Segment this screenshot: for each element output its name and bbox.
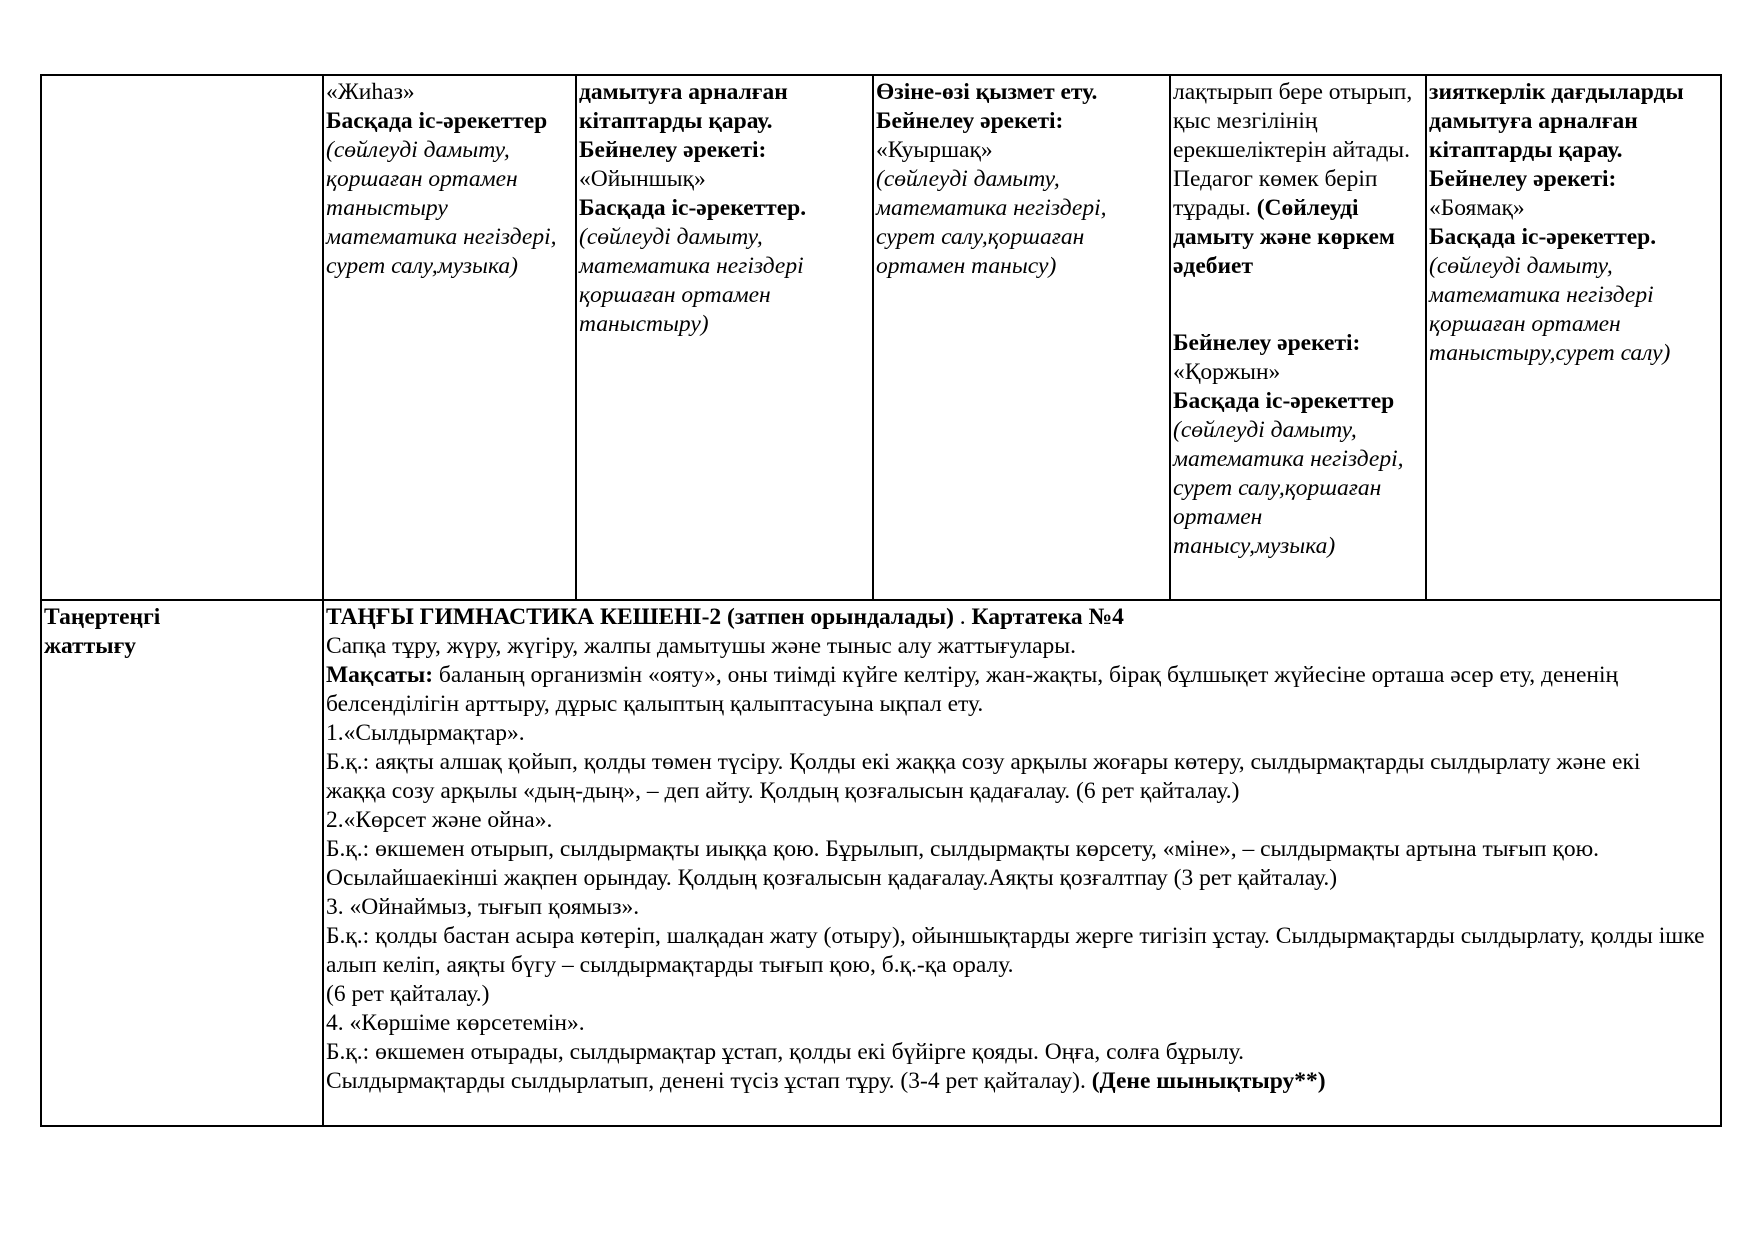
cell-text: «Куыршақ» — [876, 137, 993, 163]
cell-bold-text: Бейнелеу әрекеті: — [579, 137, 767, 163]
cell-bold-text: Басқада іс-әрекеттер — [326, 108, 548, 134]
row-label-cell — [41, 75, 323, 600]
day-cell-2 — [576, 75, 873, 600]
exercise-repeat: (6 рет қайталау.) — [326, 981, 490, 1007]
subject-note: (Дене шынықтыру**) — [1085, 1068, 1326, 1094]
gymnastics-title — [326, 603, 1718, 632]
table-row — [41, 600, 1721, 1126]
day-cell-3 — [873, 75, 1170, 600]
cell-bold-text: зияткерлік дағдыларды дамытуға арналған кітаптарды қарау. — [1429, 79, 1684, 163]
cell-bold-text: Бейнелеу әрекеті: — [1173, 330, 1361, 356]
cell-bold-text: (Сөйлеуді дамыту және көркем әдебиет — [1173, 195, 1395, 279]
exercise-text: жаққа созу арқылы «дың-дың», – деп айту. Қолдың қозғалысын қадағалау. (6 рет қайталау.) — [326, 778, 1240, 804]
title-bold: ТАҢҒЫ ГИМНАСТИКА КЕШЕНІ-2 (затпен орындалады) — [326, 604, 954, 630]
day-cell-1 — [323, 75, 576, 600]
cell-italic-text: (сөйлеуді дамыту, математика негіздері, сурет салу,қоршаған ортамен танысу,музыка) — [1173, 417, 1404, 559]
gymnastics-cell — [323, 600, 1721, 1126]
cell-bold-text: дамытуға арналған кітаптарды қарау. — [579, 79, 788, 134]
cell-text: лақтырып бере отырып, қыс мезгілінің ерекшеліктерін айтады. Педагог көмек беріп тұрады. — [1173, 79, 1413, 221]
spacer — [1173, 281, 1423, 329]
cell-italic-text: (сөйлеуді дамыту, математика негіздері қоршаған ортамен таныстыру,сурет салу) — [1429, 253, 1671, 366]
exercise-text-final — [326, 1067, 1718, 1096]
exercise-text: Б.қ.: аяқты алшақ қойып, қолды төмен түсіру. Қолды екі жаққа созу арқылы жоғары көтеру, сылдырмақтарды сылдырлату және екі — [326, 749, 1641, 775]
cell-bold-text: Басқада іс-әрекеттер — [1173, 388, 1395, 414]
cell-italic-text: (сөйлеуді дамыту, қоршаған ортамен таныстыру математика негіздері, сурет салу,музыка) — [326, 137, 557, 279]
day-cell-5 — [1426, 75, 1721, 600]
exercise-text: Б.қ.: өкшемен отырып, сылдырмақты иыққа қою. Бұрылып, сылдырмақты көрсету, «міне», – сылдырмақты артына тығып қою. Осылайшаекінші жақпен орындау. Қолдың қозғалысын қадағалау.Аяқты қозғалтпау (3 рет қайталау.) — [326, 836, 1600, 891]
cell-bold-text: Басқада іс-әрекеттер. — [1429, 224, 1657, 250]
row-label: жаттығу — [44, 633, 137, 659]
cell-italic-text: (сөйлеуді дамыту, математика негіздері қоршаған ортамен таныстыру) — [579, 224, 804, 337]
cell-italic-text: (сөйлеуді дамыту, математика негіздері, сурет салу,қоршаған ортамен танысу) — [876, 166, 1107, 279]
exercise-text: Б.қ.: өкшемен отырады, сылдырмақтар ұстап, қолды екі бүйірге қояды. Оңға, солға бұрылу. — [326, 1039, 1244, 1065]
cell-text: «Ойыншық» — [579, 166, 706, 192]
schedule-table — [40, 74, 1722, 1127]
cell-text: «Жиhаз» — [326, 79, 415, 105]
cell-bold-text: Басқада іс-әрекеттер. — [579, 195, 807, 221]
goal-paragraph — [326, 661, 1718, 719]
row-label-cell — [41, 600, 323, 1126]
cell-bold-text: Бейнелеу әрекеті: — [1429, 166, 1617, 192]
exercise-title: 2.«Көрсет және ойна». — [326, 807, 553, 833]
exercise-title: 1.«Сылдырмақтар». — [326, 720, 525, 746]
table-row — [41, 75, 1721, 600]
cell-bold-text: Өзіне-өзі қызмет ету. — [876, 79, 1098, 105]
exercise-text: Б.қ.: қолды бастан асыра көтеріп, шалқадан жату (отыру), ойыншықтарды жерге тигізіп ұстау. Сылдырмақтарды сылдырлату, қолды ішке алып келіп, аяқты бүгу – сылдырмақтарды тығып қою, б.қ.-қа оралу. — [326, 923, 1705, 978]
cell-text: «Қоржын» — [1173, 359, 1281, 385]
row-label: Таңертеңгі — [44, 604, 161, 630]
title-card: Картатека №4 — [971, 604, 1124, 630]
day-cell-4 — [1170, 75, 1426, 600]
cell-text: «Боямақ» — [1429, 195, 1525, 221]
intro-text: Сапқа тұру, жүру, жүгіру, жалпы дамытушы және тыныс алу жаттығулары. — [326, 633, 1076, 659]
goal-text: баланың организмін «ояту», оны тиімді күйге келтіру, жан-жақты, бірақ бұлшықет жүйесіне орташа әсер ету, дененің белсенділігін арттыру, дұрыс қалыптың қалыптасуына ықпал ету. — [326, 662, 1619, 717]
cell-bold-text: Бейнелеу әрекеті: — [876, 108, 1064, 134]
exercise-title: 4. «Көршіме көрсетемін». — [326, 1010, 585, 1036]
exercise-title: 3. «Ойнаймыз, тығып қоямыз». — [326, 894, 640, 920]
goal-label: Мақсаты: — [326, 662, 434, 688]
exercise-text: Сылдырмақтарды сылдырлатып, денені түсіз ұстап тұру. (3-4 рет қайталау). — [326, 1068, 1086, 1094]
title-separator: . — [953, 604, 972, 630]
